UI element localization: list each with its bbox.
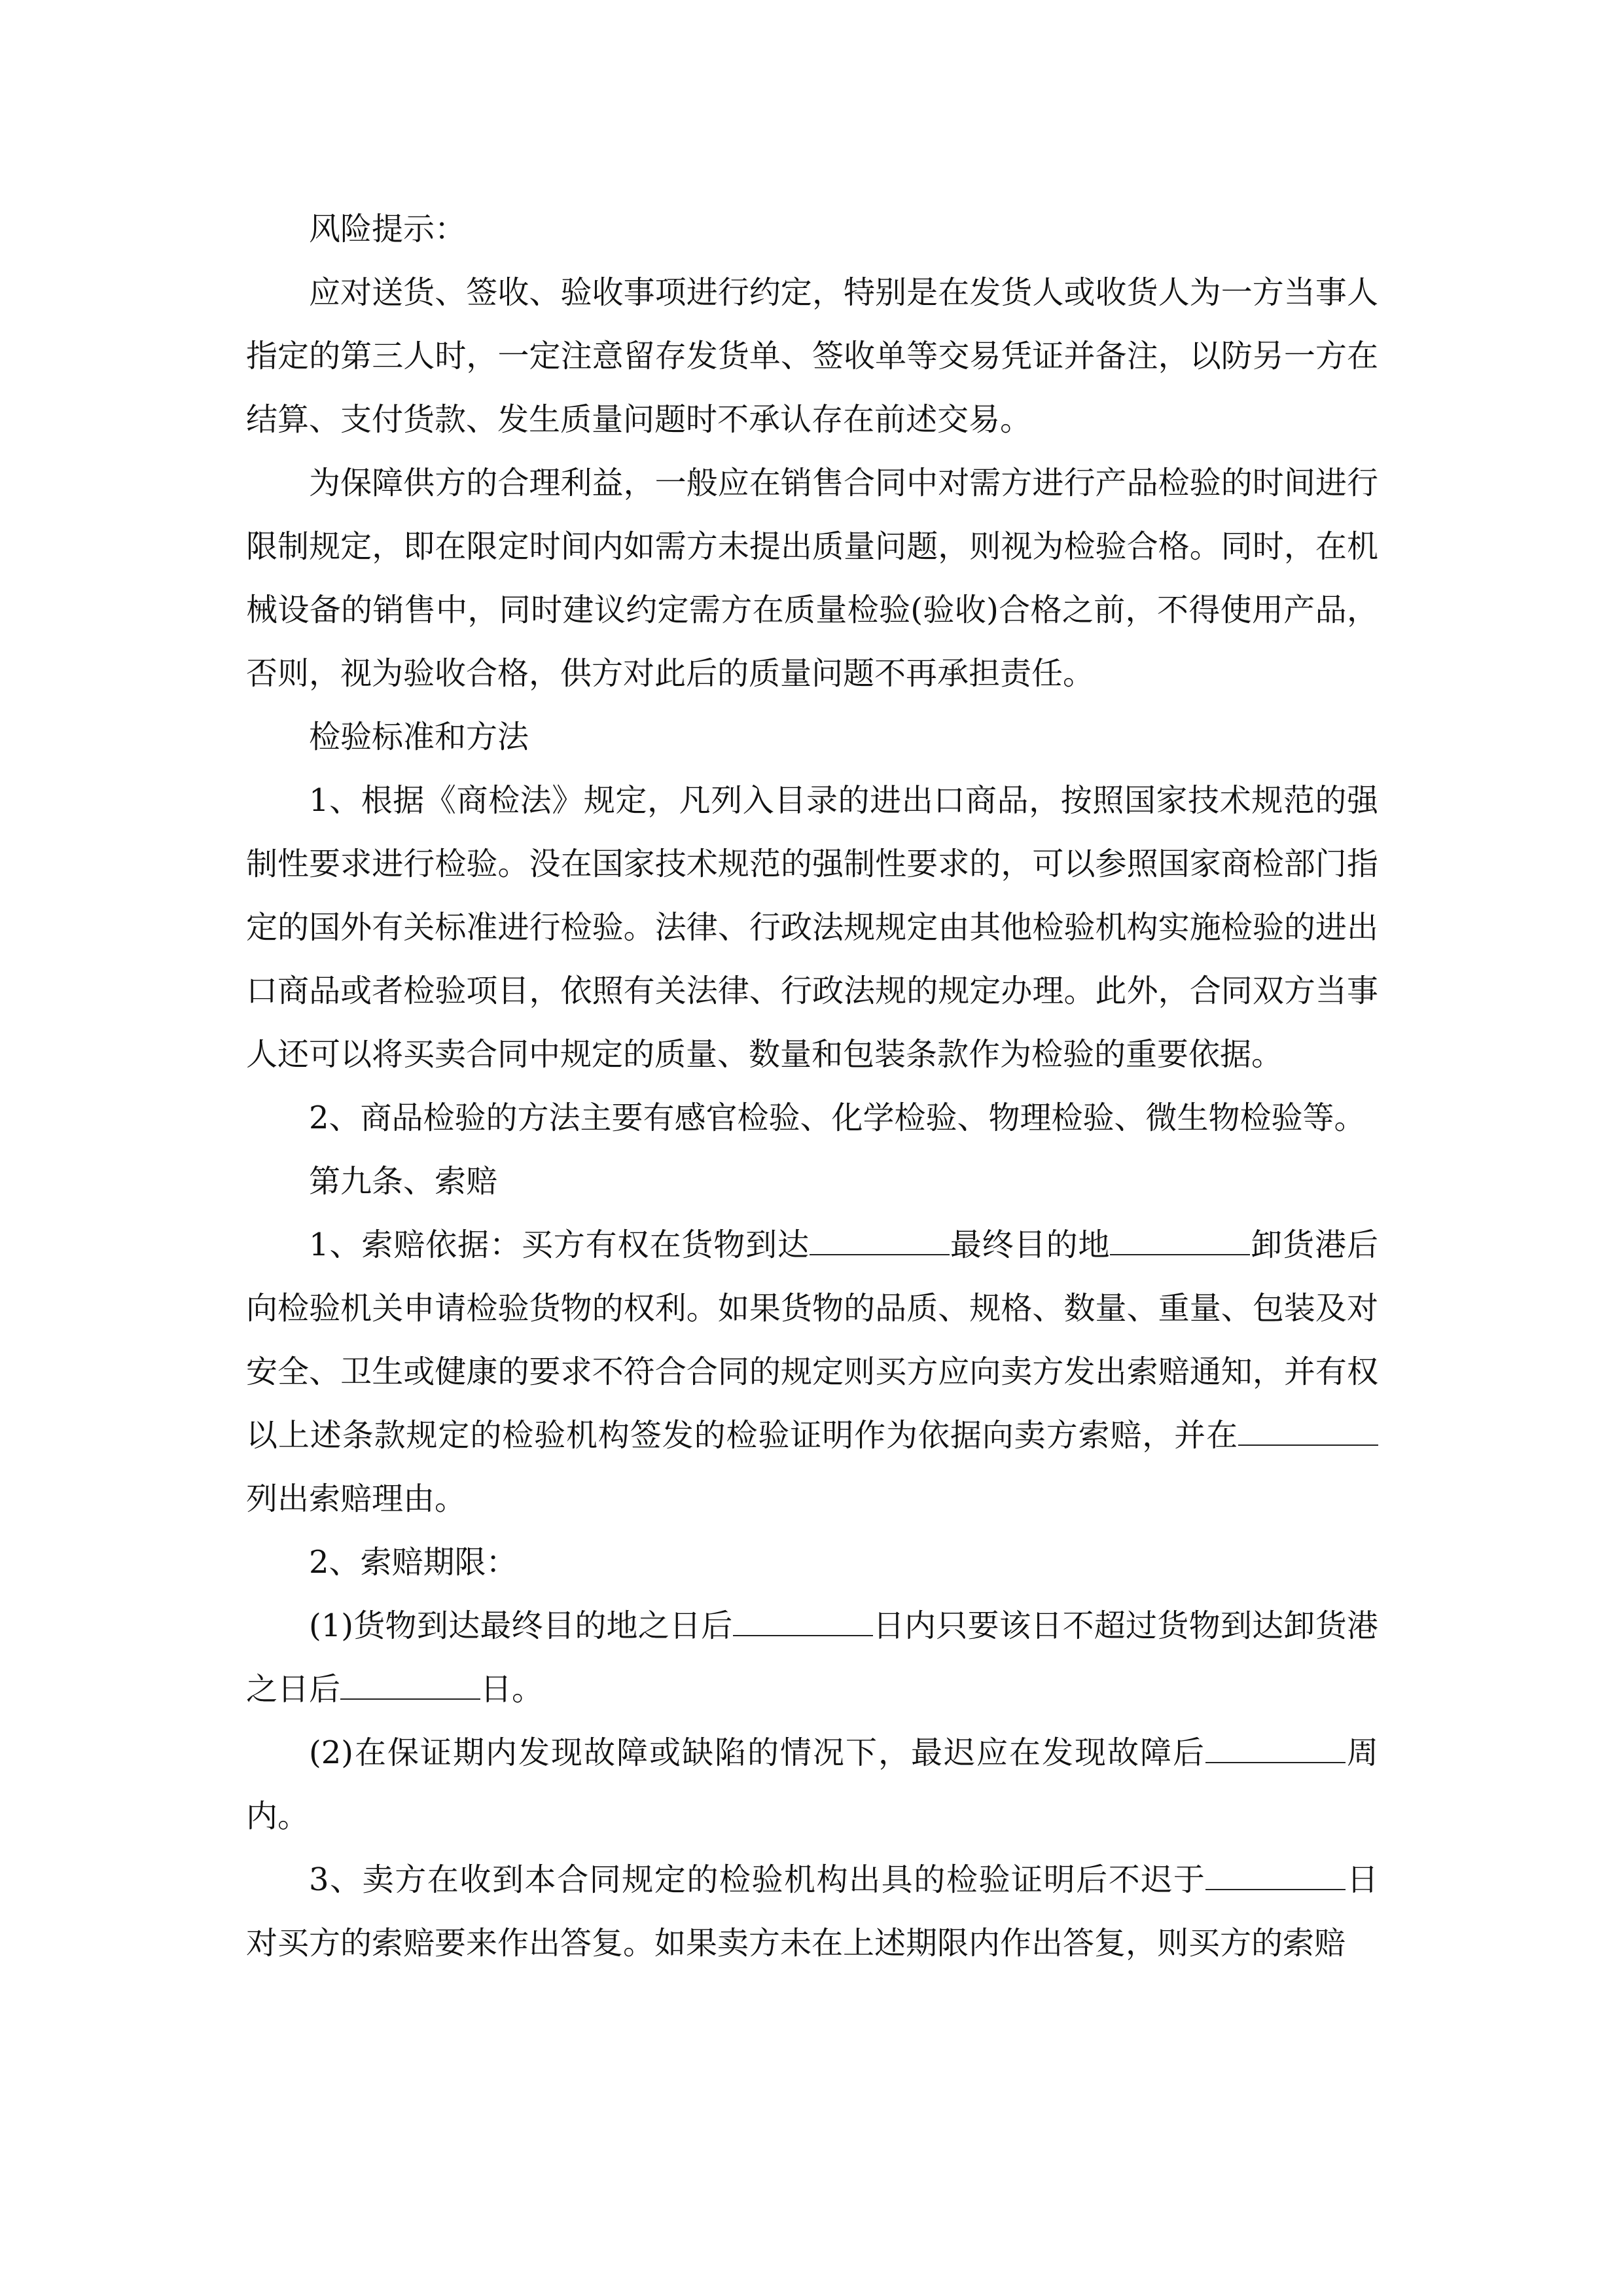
claim-reply-text-a: 3、卖方在收到本合同规定的检验机构出具的检验证明后不迟于	[309, 1861, 1206, 1898]
claim-period-item-1	[246, 1594, 1378, 1721]
blank-field	[1205, 1863, 1346, 1890]
blank-field	[733, 1609, 873, 1636]
risk-paragraph-1: 应对送货、签收、验收事项进行约定，特别是在发货人或收货人为一方当事人指定的第三人时，一定注意留存发货单、签收单等交易凭证并备注，以防另一方在结算、支付货款、发生质量问题时不承认存在前述交易。	[246, 274, 1378, 438]
inspection-item-1: 1、根据《商检法》规定，凡列入目录的进出口商品，按照国家技术规范的强制性要求进行检验。没在国家技术规范的强制性要求的，可以参照国家商检部门指定的国外有关标准进行检验。法律、行政法规规定由其他检验机构实施检验的进出口商品或者检验项目，依照有关法律、行政法规的规定办理。此外，合同双方当事人还可以将买卖合同中规定的质量、数量和包装条款作为检验的重要依据。	[246, 782, 1378, 1073]
blank-field	[1238, 1418, 1378, 1446]
blank-field	[1110, 1228, 1250, 1255]
claim-reply-text-b: 日对买方的索赔要来作出答复。如果卖方未在上述期限内作出答复，则买方的索赔	[246, 1861, 1378, 1962]
blank-field	[1205, 1736, 1346, 1763]
risk-heading: 风险提示：	[309, 211, 467, 247]
document-body	[246, 198, 1378, 1975]
claim-basis-text-c: 卸货港后向检验机关申请检验货物的权利。如果货物的品质、规格、数量、重量、包装及对安全、卫生或健康的要求不符合合同的规定则买方应向卖方发出索赔通知，并有权以上述条款规定的检验机构签发的检验证明作为依据向卖方索赔，并在	[246, 1227, 1378, 1454]
claim-basis-text-a: 1、索赔依据：买方有权在货物到达	[309, 1227, 810, 1263]
claim-period-1-text-b: 日内只要该日不超过货物到达卸货港之日后	[246, 1607, 1378, 1708]
claim-period-1-text-a: (1)货物到达最终目的地之日后	[309, 1607, 733, 1644]
claim-basis-text-d: 列出索赔理由。	[246, 1480, 467, 1517]
claim-period-heading: 2、索赔期限：	[309, 1544, 518, 1581]
inspection-item-2: 2、商品检验的方法主要有感官检验、化学检验、物理检验、微生物检验等。	[309, 1100, 1366, 1136]
inspection-heading: 检验标准和方法	[309, 719, 529, 755]
claim-period-2-text-a: (2)在保证期内发现故障或缺陷的情况下，最迟应在发现故障后	[309, 1734, 1205, 1771]
article-9-heading: 第九条、索赔	[309, 1163, 498, 1200]
claim-basis-paragraph	[246, 1213, 1378, 1531]
risk-paragraph-2: 为保障供方的合理利益，一般应在销售合同中对需方进行产品检验的时间进行限制规定，即在限定时间内如需方未提出质量问题，则视为检验合格。同时，在机械设备的销售中，同时建议约定需方在质量检验(验收)合格之前，不得使用产品，否则，视为验收合格，供方对此后的质量问题不再承担责任。	[246, 465, 1378, 692]
claim-reply-paragraph	[246, 1848, 1378, 1975]
claim-period-2-text-b: 周内。	[246, 1734, 1378, 1835]
claim-period-1-text-c: 日。	[480, 1671, 544, 1708]
claim-basis-text-b: 最终目的地	[949, 1227, 1111, 1263]
blank-field	[340, 1672, 480, 1700]
blank-field	[810, 1228, 950, 1255]
claim-period-item-2	[246, 1721, 1378, 1848]
